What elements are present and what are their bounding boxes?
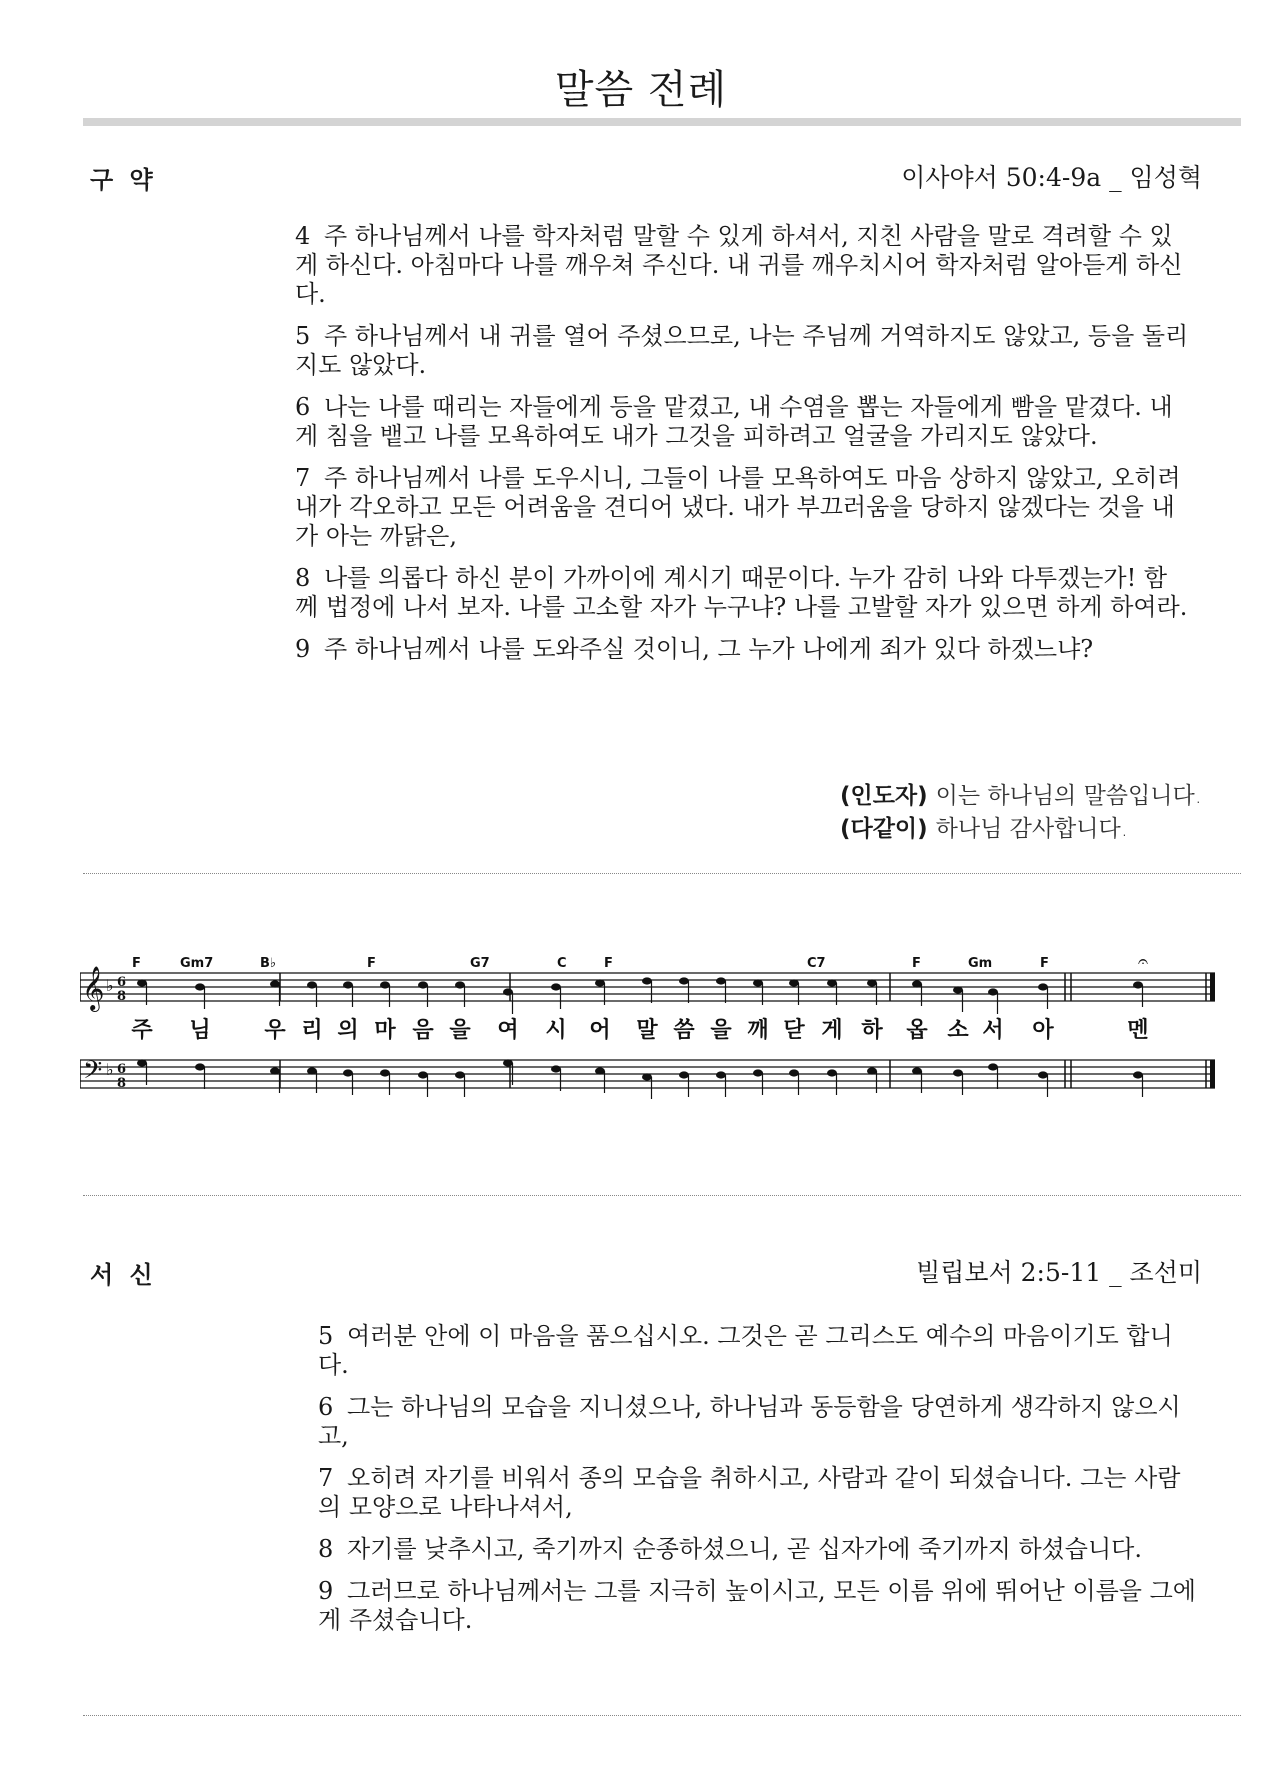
note-head [1038, 1071, 1048, 1078]
section-divider-2 [83, 1195, 1241, 1196]
lyric-syllable: 소 [947, 1018, 969, 1043]
chord-symbol: F [367, 956, 376, 971]
lyric-syllable: 씀 [673, 1018, 695, 1043]
verse-line: 지도 않았다. [295, 351, 427, 379]
verse-line: 내가 각오하고 모든 어려움을 견디어 냈다. 내가 부끄러움을 당하지 않겠다는 것을 내 [295, 493, 1175, 521]
response-leader-text: 이는 하나님의 말씀입니다. [935, 783, 1202, 809]
lyric-syllable: 옵 [906, 1018, 928, 1043]
chord-symbol: C [557, 956, 567, 971]
flat-icon: ♭ [106, 976, 114, 995]
lyric-syllable: 주 [131, 1018, 153, 1043]
note-head [716, 977, 726, 984]
chord-symbols [132, 956, 1049, 971]
verse-number: 9 [295, 635, 311, 663]
lyric-syllable: 닫 [783, 1018, 805, 1043]
note-head [679, 1071, 689, 1078]
note-head [595, 1067, 605, 1074]
verse-number: 5 [295, 322, 311, 350]
lyric-syllable: 우 [264, 1018, 286, 1043]
note-head [418, 981, 428, 988]
lyric-syllable: 을 [449, 1018, 471, 1043]
response-all-role: (다같이) [839, 816, 928, 842]
lyric-syllable: 아 [1032, 1018, 1054, 1043]
verse-line: 고, [318, 1422, 349, 1450]
epistle-verses [318, 1322, 1218, 1648]
chord-symbol: F [1040, 956, 1049, 971]
note-head [827, 979, 837, 986]
verse-number: 6 [295, 393, 311, 421]
treble-clef-icon: 𝄞 [82, 966, 105, 1010]
verse-line: 나를 의롭다 하신 분이 가까이에 계시기 때문이다. 누가 감히 나와 다투겠는가! 함 [324, 564, 1168, 592]
note-head [716, 1071, 726, 1078]
verse [295, 393, 1215, 451]
note-head [988, 1063, 998, 1070]
note-head [1133, 1071, 1143, 1078]
verse-number: 8 [318, 1535, 334, 1563]
note-head [595, 979, 605, 986]
verse [318, 1577, 1218, 1635]
response-block [840, 780, 1202, 846]
music-score [80, 955, 1260, 1125]
verse-line: 가 아는 까닭은, [295, 522, 457, 550]
note-head [753, 979, 763, 986]
note-head [1038, 983, 1048, 990]
note-head [827, 1069, 837, 1076]
lyric-syllable: 깨 [747, 1018, 769, 1043]
verse [295, 635, 1215, 664]
note-head [137, 979, 147, 986]
lyric-syllable: 말 [636, 1018, 658, 1043]
verse-line: 나는 나를 때리는 자들에게 등을 맡겼고, 내 수염을 뽑는 자들에게 빰을 맡겼다. 내 [324, 393, 1173, 421]
chord-symbol: Gm [968, 956, 993, 971]
note-head [343, 981, 353, 988]
note-head [503, 1059, 513, 1066]
note-head [418, 1071, 428, 1078]
response-leader-role: (인도자) [839, 783, 928, 809]
lyric-syllable: 게 [821, 1018, 843, 1043]
epistle-label: 서 신 [90, 1261, 157, 1289]
final-barlines [1210, 973, 1215, 1088]
verse-number: 8 [295, 564, 311, 592]
response-all [840, 813, 1202, 846]
verse [295, 564, 1215, 622]
verse [295, 322, 1215, 380]
verse-line: 그러므로 하나님께서는 그를 지극히 높이시고, 모든 이름 위에 뛰어난 이름을 그에 [347, 1577, 1196, 1605]
note-head [503, 988, 513, 995]
chord-symbol: Gm7 [180, 956, 214, 971]
note-head [789, 1069, 799, 1076]
verse-line: 께 법정에 나서 보자. 나를 고소할 자가 누구냐? 나를 고발할 자가 있으면 하게 하여라. [295, 593, 1188, 621]
chord-symbol: F [912, 956, 921, 971]
note-head [953, 1069, 963, 1076]
verse-line: 의 모양으로 나타나셔서, [318, 1493, 573, 1521]
lyric-syllable: 리 [301, 1018, 323, 1043]
verse [318, 1322, 1218, 1380]
lyric-syllable: 의 [337, 1018, 359, 1043]
verse-line: 게 침을 뱉고 나를 모욕하여도 내가 그것을 피하려고 얼굴을 가리지도 않았다. [295, 422, 1098, 450]
lyric-syllable: 을 [710, 1018, 732, 1043]
epistle-reference: 빌립보서 2:5-11 _ 조선미 [916, 1258, 1202, 1287]
response-all-text: 하나님 감사합니다. [935, 816, 1129, 842]
lyric-syllable: 시 [545, 1018, 567, 1043]
note-head [642, 977, 652, 984]
note-head [912, 980, 922, 987]
note-head [137, 1059, 147, 1066]
verse-line: 주 하나님께서 나를 도와주실 것이니, 그 누가 나에게 죄가 있다 하겠느냐? [324, 635, 1094, 663]
verse-line: 주 하나님께서 나를 학자처럼 말할 수 있게 하셔서, 지친 사람을 말로 격려할 수 있 [324, 222, 1173, 250]
old-testament-verses [295, 222, 1215, 677]
note-head [988, 988, 998, 995]
verse-line: 주 하나님께서 내 귀를 열어 주셨으므로, 나는 주님께 거역하지도 않았고, 등을 돌리 [324, 322, 1189, 350]
note-head [195, 1063, 205, 1070]
note-head [307, 981, 317, 988]
note-head [551, 983, 561, 990]
bass-clef-icon: 𝄢 [83, 1056, 103, 1091]
verse-line: 게 하신다. 아침마다 나를 깨우쳐 주신다. 내 귀를 깨우치시어 학자처럼 알아듣게 하신 [295, 251, 1183, 279]
time-signature-top: 6 [117, 1062, 127, 1077]
lyric-syllable: 서 [982, 1018, 1004, 1043]
note-head [270, 1067, 280, 1074]
verse-line: 다. [295, 280, 326, 308]
chord-symbol: F [604, 956, 613, 971]
note-head [270, 980, 280, 987]
verse [295, 222, 1215, 309]
old-testament-label: 구 약 [90, 166, 157, 194]
verse-line: 오히려 자기를 비워서 종의 모습을 취하시고, 사람과 같이 되셨습니다. 그는 사람 [347, 1464, 1181, 1492]
note-head [307, 1067, 317, 1074]
verse [295, 464, 1215, 551]
lyric-syllable: 음 [412, 1018, 434, 1043]
verse [318, 1464, 1218, 1522]
verse-line: 여러분 안에 이 마음을 품으십시오. 그것은 곧 그리스도 예수의 마음이기도 합니 [347, 1322, 1173, 1350]
verse-number: 4 [295, 222, 311, 250]
lyric-syllable: 멘 [1127, 1018, 1149, 1043]
note-head [867, 979, 877, 986]
lyric-syllable: 하 [861, 1018, 883, 1043]
response-leader [840, 780, 1202, 813]
note-head [912, 1067, 922, 1074]
verse-number: 7 [295, 464, 311, 492]
note-head [867, 1067, 877, 1074]
chord-symbol: F [132, 956, 141, 971]
time-signature-bottom: 8 [117, 1076, 127, 1091]
note-head [380, 1069, 390, 1076]
lyric-syllable: 어 [589, 1018, 611, 1043]
old-testament-reference: 이사야서 50:4-9a _ 임성혁 [901, 163, 1202, 192]
chord-symbol: B♭ [260, 956, 277, 971]
lyric-syllable: 마 [374, 1018, 396, 1043]
time-signature-bottom: 8 [117, 989, 127, 1004]
note-head [953, 986, 963, 993]
chord-symbol: C7 [807, 956, 826, 971]
note-head [679, 977, 689, 984]
note-head [1133, 981, 1143, 988]
section-divider-1 [83, 873, 1241, 874]
verse-number: 9 [318, 1577, 334, 1605]
page-title: 말씀 전례 [554, 67, 728, 113]
lyric-syllable: 여 [497, 1018, 519, 1043]
fermata-icon: 𝄐 [1138, 955, 1149, 972]
note-head [642, 1073, 652, 1080]
verse-number: 5 [318, 1322, 334, 1350]
verse [318, 1535, 1218, 1564]
verse-line: 게 주셨습니다. [318, 1606, 473, 1634]
note-head [195, 983, 205, 990]
lyrics [131, 1017, 1148, 1043]
time-signature-top: 6 [117, 975, 127, 990]
verse-line: 다. [318, 1351, 349, 1379]
note-head [551, 1065, 561, 1072]
verse [318, 1393, 1218, 1451]
note-head [455, 1071, 465, 1078]
note-head [753, 1069, 763, 1076]
verse-line: 그는 하나님의 모습을 지니셨으나, 하나님과 동등함을 당연하게 생각하지 않으시 [347, 1393, 1181, 1421]
verse-number: 6 [318, 1393, 334, 1421]
verse-line: 자기를 낮추시고, 죽기까지 순종하셨으니, 곧 십자가에 죽기까지 하셨습니다. [347, 1535, 1142, 1563]
note-head [789, 979, 799, 986]
note-head [455, 981, 465, 988]
lyric-syllable: 님 [189, 1018, 211, 1043]
title-divider [83, 118, 1241, 126]
note-head [343, 1069, 353, 1076]
flat-icon: ♭ [106, 1060, 114, 1079]
section-divider-3 [83, 1715, 1241, 1716]
chord-symbol: G7 [470, 956, 490, 971]
verse-number: 7 [318, 1464, 334, 1492]
note-head [380, 981, 390, 988]
verse-line: 주 하나님께서 나를 도우시니, 그들이 나를 모욕하여도 마음 상하지 않았고, 오히려 [324, 464, 1181, 492]
